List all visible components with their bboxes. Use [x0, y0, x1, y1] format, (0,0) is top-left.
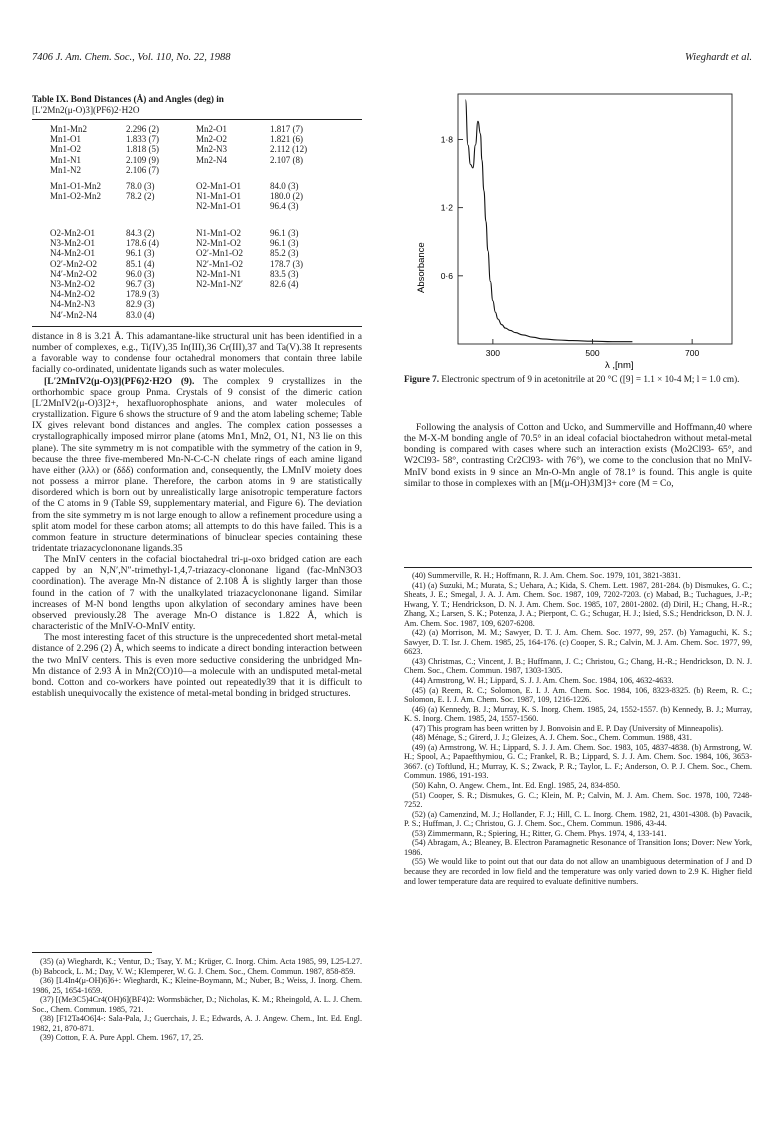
bond-label-cell: Mn1-O1: [50, 134, 81, 145]
bond-label-cell: N4-Mn2-O1: [50, 248, 95, 259]
table-row: [50, 124, 326, 134]
running-header-authors: Wieghardt et al.: [685, 52, 752, 63]
value-cell: 96.1 (3): [126, 248, 155, 259]
angle-table-a: [50, 181, 326, 212]
reference: (46) (a) Kennedy, B. J.; Murray, K. S. Inorg. Chem. 1985, 24, 1552-1557. (b) Kennedy, B. J.; Murray, K. S. Inorg. Chem. 1985, 24, 1557-1560.: [404, 704, 752, 724]
reference: (45) (a) Reem, R. C.; Solomon, E. I. J. Am. Chem. Soc. 1984, 106, 8323-8325. (b) Reem, R. C.; Solomon, E. I. J. Am. Chem. Soc. 1987, 109, 1216-1226.: [404, 685, 752, 705]
bond-label-cell: N2-Mn1-N1: [196, 268, 241, 279]
left-column-text: [32, 331, 362, 699]
bond-label-cell: N4-Mn2-N3: [50, 299, 95, 310]
value-cell: 78.0 (3): [126, 181, 155, 191]
bond-label-cell: N2-Mn1-N2′: [196, 279, 243, 290]
x-axis-label: λ ,[nm]: [605, 360, 634, 370]
paragraph: The MnIV centers in the cofacial bioctahedral tri-μ-oxo bridged cation are each capped by an N,N′,N″-trimethyl-1,4,7-triazacy-clononane ligand (fac-MnN3O3 coordination). The average Mn-N distance of 2.108 Å is slightly larger than those found in the cation of 7 with the unalkylated triazacyclononane ligand. Similar increases of M-N bond lengths upon alkylation of secondary amines have been observed previously.28 The average Mn-O distance is 1.822 Å, which is characteristic of the MnIV-O-MnIV entity.: [32, 554, 362, 633]
table-row: [50, 201, 326, 211]
value-cell: [270, 299, 326, 309]
bond-label-cell: Mn1-N1: [50, 154, 81, 165]
figure-label: Figure 7.: [404, 374, 440, 384]
value-cell: 82.6 (4): [270, 279, 299, 290]
table-row: [50, 310, 326, 320]
bond-label-cell: O2-Mn2-O1: [50, 228, 95, 238]
bond-label-cell: [50, 201, 126, 211]
paragraph: distance in 8 is 3.21 Å. This adamantane-like structural unit has been identified in a number of complexes, e.g., Ti(IV),35 In(III),36 Cr(III),37 and Ta(V).38 It represents a favorable way to condense four octahedral monomers that contain three labile facially co-ordinated, unidentate ligands such as water molecules.: [32, 331, 362, 376]
table-row: [50, 181, 326, 191]
value-cell: 2.106 (7): [126, 164, 159, 175]
references-list: [404, 571, 752, 886]
footnote: (38) [F12Ta4O6]4-: Sala-Pala, J.; Guerchais, J. E.; Edwards, A. J. Angew. Chem., Int. Ed. Engl. 1982, 21, 870-871.: [32, 1014, 362, 1033]
table-row: [50, 269, 326, 279]
bond-label-cell: N2-Mn1-O1: [196, 201, 241, 212]
x-tick-label: 700: [685, 348, 700, 358]
table-row: [50, 144, 326, 154]
plot-frame: [458, 94, 732, 344]
reference: (52) (a) Camenzind, M. J.; Hollander, F. J.; Hill, C. L. Inorg. Chem. 1982, 21, 4301-4308. (b) Pavacik, P. S.; Huffman, J. C.; Christou, G. J. Chem. Soc., Chem. Commun. 1986, 43-44.: [404, 809, 752, 829]
value-cell: 178.7 (3): [270, 258, 303, 269]
absorbance-curve: [466, 100, 633, 342]
value-cell: [270, 165, 326, 175]
table-bottom-rule: [32, 326, 362, 327]
footnote: (36) [L4In4(μ-OH)6]6+: Wieghardt, K.; Kleine-Boymann, M.; Nuber, B.; Weiss, J. Inorg. Chem. 1986, 25, 1654-1659.: [32, 976, 362, 995]
distance-table: [50, 124, 326, 175]
paragraph-complex9: [32, 376, 362, 555]
value-cell: 1.833 (7): [126, 134, 159, 145]
value-cell: 180.0 (2): [270, 191, 303, 202]
value-cell: 96.1 (3): [270, 228, 299, 238]
table-row: [50, 238, 326, 248]
value-cell: 2.109 (9): [126, 154, 159, 165]
table-row: [50, 155, 326, 165]
value-cell: 96.7 (3): [126, 279, 155, 290]
value-cell: 178.9 (3): [126, 289, 159, 300]
y-tick-label: 0·6: [440, 270, 453, 281]
value-cell: 85.1 (4): [126, 258, 155, 269]
figure-caption-text: Electronic spectrum of 9 in acetonitrile at 20 °C ([9] = 1.1 × 10-4 M; l = 1.0 cm).: [439, 374, 740, 384]
bond-label-cell: [196, 310, 270, 320]
bond-label-cell: O2-Mn1-O1: [196, 181, 241, 191]
x-tick-label: 500: [585, 348, 600, 358]
value-cell: 78.2 (2): [126, 191, 155, 202]
bond-label-cell: N4′-Mn2-N4: [50, 309, 97, 320]
reference: (53) Zimmermann, R.; Spiering, H.; Ritter, G. Chem. Phys. 1974, 4, 133-141.: [412, 828, 667, 838]
value-cell: [126, 201, 196, 211]
x-axis-ticks: [486, 339, 700, 358]
table-row: [50, 134, 326, 144]
value-cell: [270, 289, 326, 299]
angle-table-b: [50, 228, 326, 320]
reference: (48) Ménage, S.; Girerd, J. J.; Gleizes, A. J. Chem. Soc., Chem. Commun. 1988, 431.: [412, 733, 692, 743]
value-cell: 85.2 (3): [270, 248, 299, 259]
value-cell: 1.818 (5): [126, 144, 159, 155]
x-tick-label: 300: [485, 348, 500, 358]
y-tick-label: 1·8: [440, 134, 453, 145]
reference: (49) (a) Armstrong, W. H.; Lippard, S. J. J. Am. Chem. Soc. 1983, 105, 4837-4838. (b) Armstrong, W. H.; Spool, A.; Papaefthymiou, G. C.; Frankel, R. B.; Lippard, S. J. J. Am. Chem. Soc. 1984, 106, 3653-3667. (c) Toftlund, H.; Murray, K. S.; Zwack, P. R.; Taylor, L. F.; Anderson, O. P. J. Chem. Soc., Chem. Commun. 1986, 191-193.: [404, 742, 752, 781]
value-cell: 83.0 (4): [126, 309, 155, 320]
bond-label-cell: N3-Mn2-O1: [50, 238, 95, 249]
figure-caption: [404, 374, 752, 385]
value-cell: 2.296 (2): [126, 124, 159, 134]
bond-label-cell: Mn1-O2-Mn2: [50, 191, 101, 202]
value-cell: [270, 310, 326, 320]
references-rule: [404, 567, 752, 568]
bond-label-cell: Mn1-N2: [50, 164, 81, 175]
bond-label-cell: N1-Mn1-O1: [196, 191, 241, 202]
bond-label-cell: Mn2-O1: [196, 124, 227, 134]
bond-label-cell: N2′-Mn1-O2: [196, 258, 243, 269]
bond-label-cell: Mn1-O2: [50, 144, 81, 155]
footnote: (35) (a) Wieghardt, K.; Ventur, D.; Tsay, Y. M.; Krüger, C. Inorg. Chim. Acta 1985, 99, L25-L27. (b) Babcock, L. M.; Day, V. W.; Klemperer, W. G. J. Chem. Soc., Chem. Commun. 1987, 858-859.: [32, 957, 362, 976]
y-tick-label: 1·2: [440, 202, 453, 213]
reference: (50) Kahn, O. Angew. Chem., Int. Ed. Engl. 1985, 24, 834-850.: [412, 781, 620, 791]
reference: (47) This program has been written by J. Bonvoisin and E. P. Day (University of Minneapolis).: [412, 723, 724, 733]
value-cell: 2.112 (12): [270, 144, 308, 155]
table-row: [50, 279, 326, 289]
running-header: 7406 J. Am. Chem. Soc., Vol. 110, No. 22, 1988: [32, 52, 231, 63]
table-caption: [32, 94, 362, 116]
bond-label-cell: Mn2-N4: [196, 154, 227, 165]
footnote: (37) [(Me3C5)4Cr4(OH)6](BF4)2: Wormsbächer, D.; Nicholas, K. M.; Rheingold, A. L. J. Chem. Soc., Chem. Commun. 1985, 721.: [32, 995, 362, 1014]
reference: (40) Summerville, R. H.; Hoffmann, R. J. Am. Chem. Soc. 1979, 101, 3821-3831.: [412, 571, 681, 580]
value-cell: 96.0 (3): [126, 268, 155, 279]
value-cell: 96.4 (3): [270, 201, 299, 212]
reference: (41) (a) Suzuki, M.; Murata, S.; Uehara, A.; Kida, S. Chem. Lett. 1987, 281-284. (b) Dismukes, G. C.; Sheats, J. E.; Smegal, J. A. J. Am. Chem. Soc. 1987, 109, 7202-7203. (c) Mabad, B.; Tuchagues, J.-P.; Hwang, Y. T.; Hendrickson, D. N. J. Am. Chem. Soc. 1985, 107, 2801-2802. (d) Diril, H.; Chang, H.-R.; Zhang, X.; Larsen, S. K.; Potenza, J. A.; Pierpont, C. G.; Schugar, H. J.; Isied, S.S.; Hendrickson, D. N. J. Am. Chem. Soc. 1987, 109, 6207-6208.: [404, 580, 752, 628]
reference: (43) Christmas, C.; Vincent, J. B.; Huffmann, J. C.; Christou, G.; Chang, H.-R.; Hendrickson, D. N. J. Chem. Soc., Chem. Commun. 1987, 1303-1305.: [404, 656, 752, 676]
reference: (51) Cooper, S. R.; Dismukes, G. C.; Klein, M. P.; Calvin, M. J. Am. Chem. Soc. 1978, 100, 7248-7252.: [404, 790, 752, 810]
y-axis-ticks: [441, 134, 463, 280]
bond-label-cell: Mn1-Mn2: [50, 124, 88, 134]
bond-label-cell: O2′-Mn1-O2: [196, 248, 243, 259]
right-column-text: [404, 422, 752, 489]
paragraph: The most interesting facet of this structure is the unprecedented short metal-metal distance of 2.296 (2) Å, which seems to indicate a direct bonding interaction between the two MnIV centers. This is even more seductive considering the unbridged Mn-Mn distance of 2.93 Å in Mn2(CO)10—a molecule with an undisputed metal-metal bond. Cotton and co-workers have pointed out repeatedly39 that it is difficult to establish unequivocally the existence of metal-metal bonding in bridged structures.: [32, 632, 362, 699]
reference: (44) Armstrong, W. H.; Lippard, S. J. J. Am. Chem. Soc. 1984, 106, 4632-4633.: [412, 676, 674, 686]
footnote: (39) Cotton, F. A. Pure Appl. Chem. 1967, 17, 25.: [40, 1033, 204, 1043]
bond-label-cell: N4′-Mn2-O2: [50, 268, 97, 279]
bond-label-cell: N3-Mn2-O2: [50, 279, 95, 290]
table-row: [50, 165, 326, 175]
reference: (54) Abragam, A.; Bleaney, B. Electron Paramagnetic Resonance of Transition Ions; Dover: New York, 1986.: [404, 838, 752, 857]
value-cell: 1.817 (7): [270, 124, 303, 134]
value-cell: 2.107 (8): [270, 154, 303, 165]
bond-label-cell: Mn2-N3: [196, 144, 227, 155]
table-row: [50, 191, 326, 201]
y-axis-label: Absorbance: [416, 242, 427, 293]
value-cell: 178.6 (4): [126, 238, 159, 249]
table-row: [50, 289, 326, 299]
table-caption-line2: [L′2Mn2(μ-O)3](PF6)2·H2O: [32, 105, 140, 115]
spectrum-chart: [400, 88, 752, 370]
table-top-rule: [32, 119, 362, 120]
bond-label-cell: N2-Mn1-O2: [196, 238, 241, 249]
bond-label-cell: N1-Mn1-O2: [196, 228, 241, 238]
bond-label-cell: Mn2-O2: [196, 134, 227, 145]
table-row: [50, 248, 326, 258]
bond-label-cell: [196, 289, 270, 299]
paragraph-text: The complex 9 crystallizes in the orthorhombic space group Pnma. Crystals of 9 consist of the dimeric cation [L′2MnIV2(μ-O)3]2+, hexafluorophosphate anions, and water molecules of crystallization. Figure 6 shows the structure of 9 and the atom labeling scheme; Table IX gives relevant bond distances and angles. The complex cation possesses a crystallographically imposed mirror plane (atoms Mn1, Mn2, O1, N1, N3 lie on this plane). The site symmetry m is not compatible with the symmetry of the cation in 9, because the three five-membered Mn-N-C-C-N chelate rings of each amine ligand have either (λλλ) or (δδδ) conformation and, consequently, the LMnIV moiety does not possess a mirror plane. Therefore, the carbon atoms in 9 are statistically disordered which is born out by unrealistically large anisotropic temperature factors of the C atoms in 9 (Table S9, supplementary material, and Figure 6). The deviation from the site symmetry m is not large enough to allow a refinement procedure using a split atom model for these carbon atoms; all attempts to do this have failed. This is a common feature in structure determinations of binuclear species containing these tridentate triazacyclononane ligands.35: [32, 375, 362, 554]
bond-label-cell: N4-Mn2-O2: [50, 289, 95, 300]
bond-label-cell: [196, 299, 270, 309]
bond-label-cell: O2′-Mn2-O2: [50, 258, 97, 269]
left-footnotes: [32, 957, 362, 1043]
value-cell: 84.3 (2): [126, 228, 155, 238]
table-caption-line1: Table IX. Bond Distances (Å) and Angles (deg) in: [32, 94, 224, 104]
section-run-in-title: [L′2MnIV2(μ-O)3](PF6)2·H2O (9).: [44, 375, 195, 387]
reference: (42) (a) Morrison, M. M.; Sawyer, D. T. J. Am. Chem. Soc. 1977, 99, 257. (b) Yamaguchi, K. S.; Sawyer, D. T. Isr. J. Chem. 1985, 25, 164-176. (c) Cooper, S. R.; Calvin, M. J. Am. Chem. Soc. 1977, 99, 6623.: [404, 628, 752, 657]
paragraph: Following the analysis of Cotton and Ucko, and Summerville and Hoffmann,40 where the M-X-M bonding angle of 70.5° in an ideal cofacial bioctahedron without metal-metal bonding is compared with cases where such an interaction exists (Mo2Cl93- 65°, and W2Cl93- 58°, contrasting Cr2Cl93- with 76°), we come to the conclusion that no MnIV-MnIV bond exists in 9 since an Mn-O-Mn angle of 78.1° is found. This angle is quite similar to those in complexes with an [M(μ-OH)3M]3+ core (M = Co,: [404, 422, 752, 489]
bond-label-cell: [196, 165, 270, 175]
value-cell: 83.5 (3): [270, 268, 299, 279]
value-cell: 1.821 (6): [270, 134, 303, 145]
footnote-rule: [32, 952, 152, 953]
table-row: [50, 259, 326, 269]
value-cell: 96.1 (3): [270, 238, 299, 249]
table-row: [50, 299, 326, 309]
value-cell: 84.0 (3): [270, 181, 299, 191]
table-row: [50, 228, 326, 238]
bond-label-cell: Mn1-O1-Mn2: [50, 181, 101, 191]
value-cell: 82.9 (3): [126, 299, 155, 310]
reference: (55) We would like to point out that our data do not allow an unambiguous determination of J and D because they are recorded in low field and the temperature was only varied down to 2.9 K. Higher field and lower temperature data are required to evaluate definitive numbers.: [404, 857, 752, 886]
